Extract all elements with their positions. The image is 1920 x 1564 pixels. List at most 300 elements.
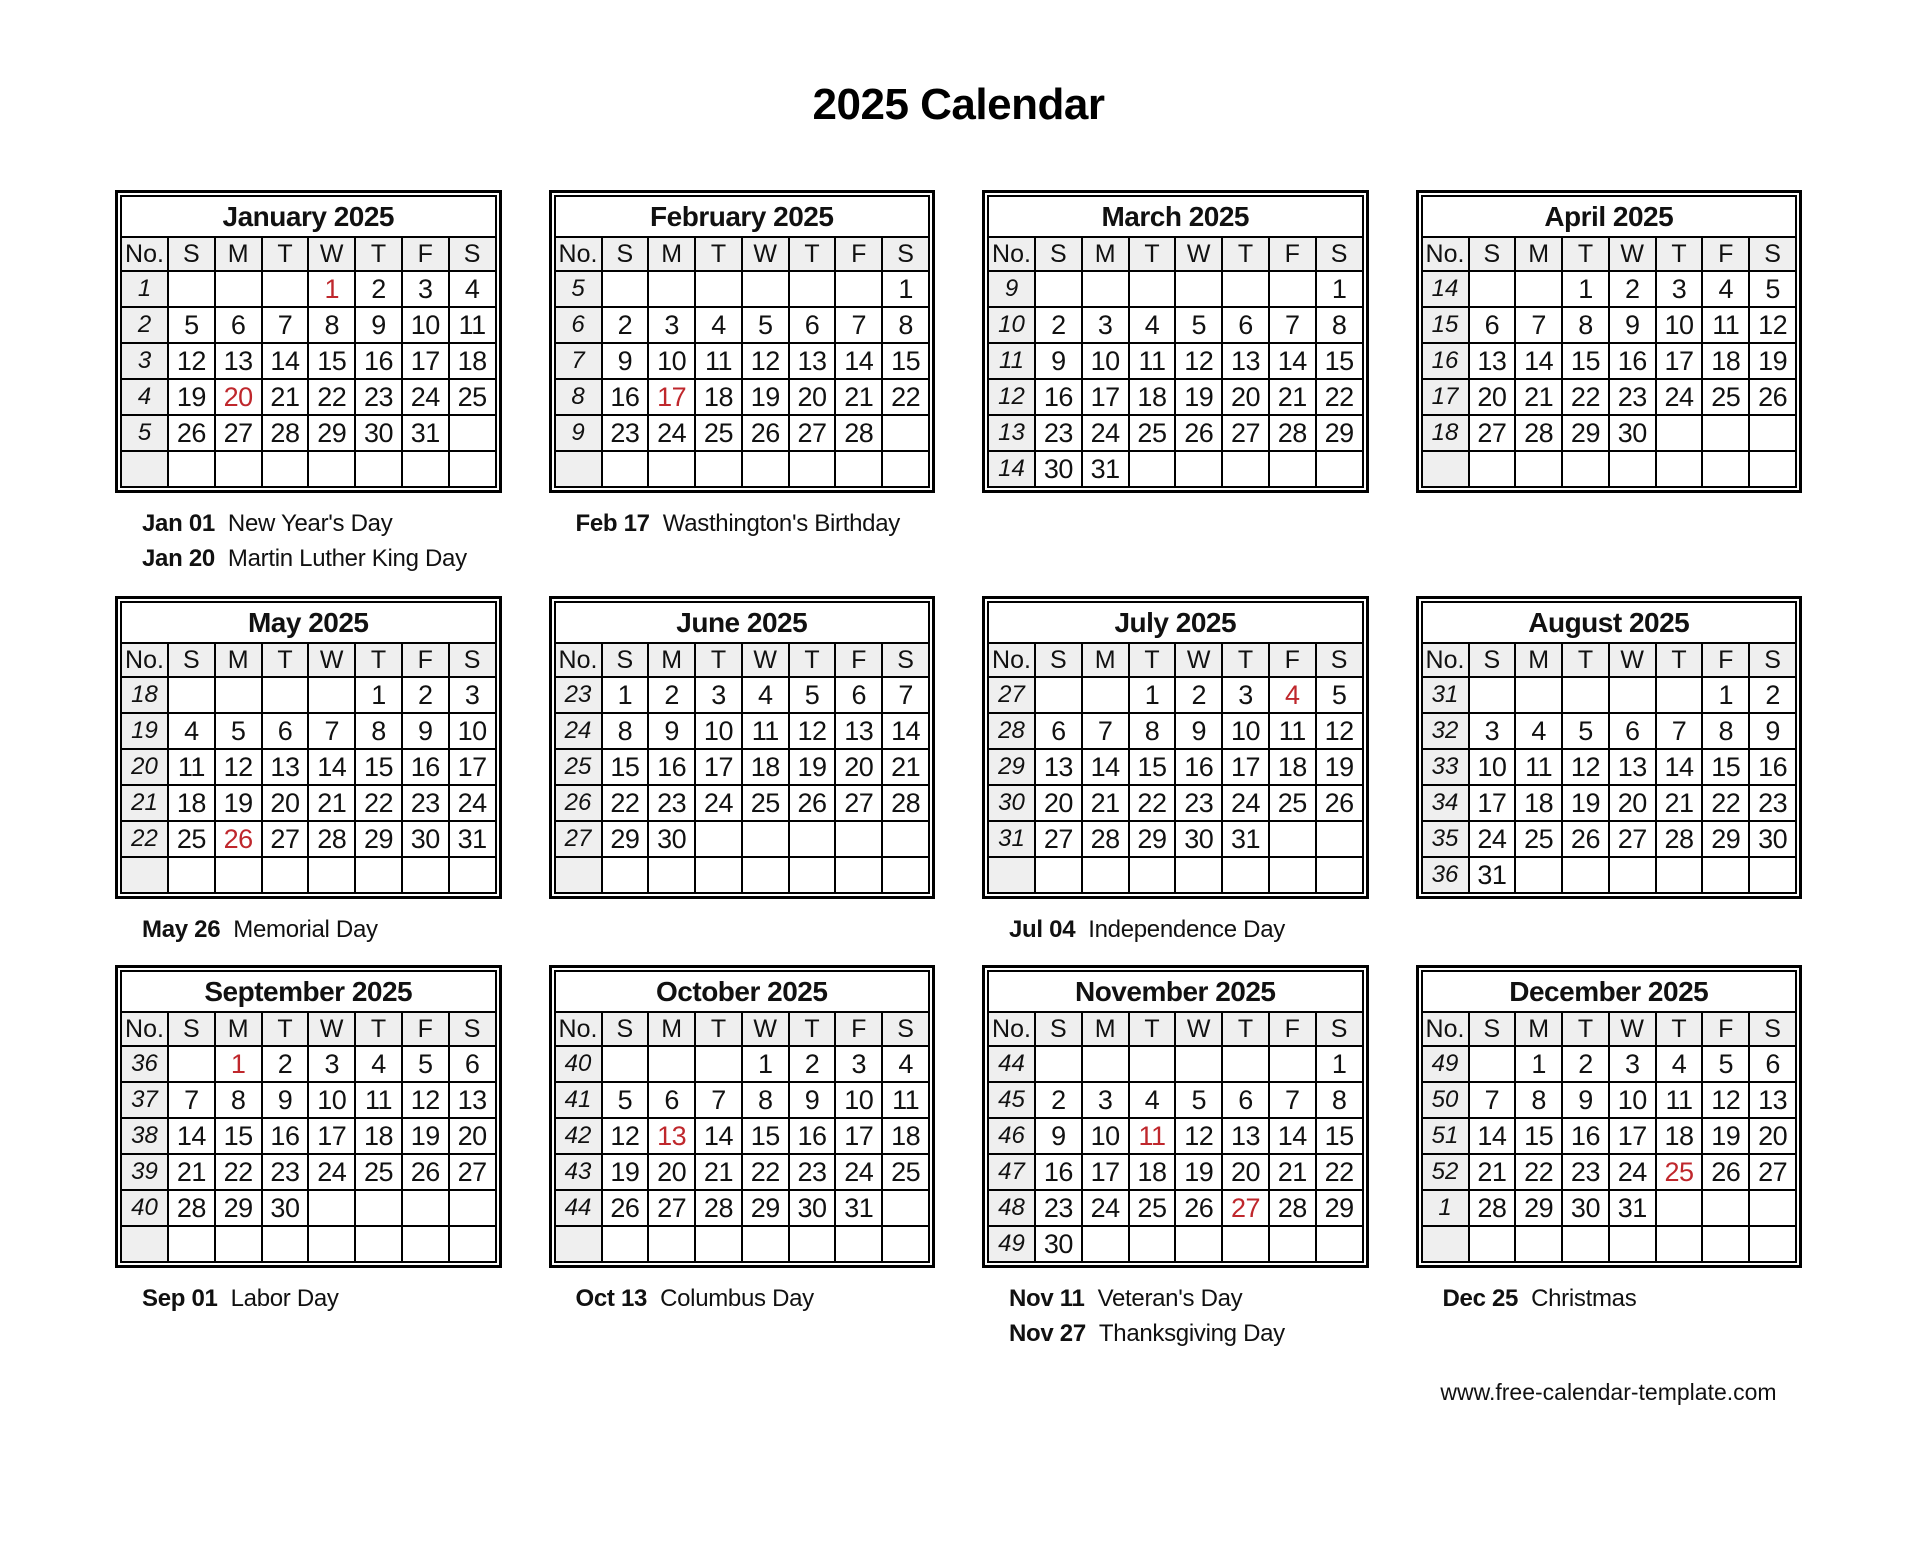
week-row	[988, 271, 1363, 307]
day-cell: 6	[449, 1046, 496, 1082]
day-cell: 13	[1749, 1082, 1796, 1118]
day-cell: 1	[1515, 1046, 1562, 1082]
day-cell	[1316, 821, 1363, 857]
day-cell	[1515, 857, 1562, 893]
day-cell: 11	[168, 749, 215, 785]
day-cell	[835, 271, 882, 307]
day-cell: 27	[215, 415, 262, 451]
day-cell	[1656, 451, 1703, 487]
week-number: 49	[988, 1226, 1035, 1262]
day-cell: 6	[835, 677, 882, 713]
day-cell: 15	[1515, 1118, 1562, 1154]
week-row	[1422, 749, 1797, 785]
day-cell: 20	[1222, 379, 1269, 415]
day-cell: 22	[308, 379, 355, 415]
month-row-2	[115, 596, 1802, 965]
day-cell: 4	[1702, 271, 1749, 307]
day-cell: 18	[1269, 749, 1316, 785]
month-calendar	[982, 190, 1369, 596]
day-cell	[789, 821, 836, 857]
holiday-entry	[576, 1281, 936, 1316]
month-table	[554, 601, 931, 894]
day-cell: 5	[1175, 307, 1222, 343]
day-cell: 12	[168, 343, 215, 379]
week-number-header: No.	[121, 1012, 168, 1046]
week-number: 47	[988, 1154, 1035, 1190]
month-title-row	[121, 971, 496, 1012]
week-number: 19	[121, 713, 168, 749]
day-cell: 17	[1082, 1154, 1129, 1190]
weekday-header: T	[1656, 1012, 1703, 1046]
day-cell: 22	[1515, 1154, 1562, 1190]
day-cell: 11	[355, 1082, 402, 1118]
day-cell: 12	[1749, 307, 1796, 343]
day-cell: 30	[1175, 821, 1222, 857]
day-cell: 28	[1469, 1190, 1516, 1226]
day-cell: 10	[449, 713, 496, 749]
month-calendar	[115, 965, 502, 1353]
day-cell: 9	[1609, 307, 1656, 343]
weekday-header: M	[215, 237, 262, 271]
day-cell: 16	[1035, 1154, 1082, 1190]
week-number: 10	[988, 307, 1035, 343]
weekday-header-row	[121, 1012, 496, 1046]
day-cell: 11	[1269, 713, 1316, 749]
day-cell: 23	[1035, 415, 1082, 451]
weekday-header: S	[449, 237, 496, 271]
week-number: 48	[988, 1190, 1035, 1226]
day-cell: 22	[742, 1154, 789, 1190]
week-row	[555, 379, 930, 415]
day-cell	[1035, 857, 1082, 893]
holiday-day-cell: 25	[1656, 1154, 1703, 1190]
week-number: 29	[988, 749, 1035, 785]
month-title: May 2025	[121, 602, 496, 643]
month-title: April 2025	[1422, 196, 1797, 237]
day-cell: 29	[1562, 415, 1609, 451]
week-number-header: No.	[988, 643, 1035, 677]
week-row	[555, 1118, 930, 1154]
day-cell: 16	[1562, 1118, 1609, 1154]
day-cell	[1749, 451, 1796, 487]
week-row	[988, 307, 1363, 343]
day-cell	[1175, 1046, 1222, 1082]
day-cell: 18	[355, 1118, 402, 1154]
week-number: 41	[555, 1082, 602, 1118]
weekday-header: W	[1609, 237, 1656, 271]
month-table-frame	[549, 965, 936, 1268]
week-row	[121, 677, 496, 713]
holiday-date: Nov 27	[1009, 1320, 1086, 1347]
day-cell: 6	[215, 307, 262, 343]
day-cell: 31	[835, 1190, 882, 1226]
day-cell: 14	[1515, 343, 1562, 379]
day-cell	[1749, 1190, 1796, 1226]
day-cell: 26	[602, 1190, 649, 1226]
day-cell: 24	[1082, 1190, 1129, 1226]
day-cell: 19	[602, 1154, 649, 1190]
holiday-date: Nov 11	[1009, 1285, 1085, 1312]
day-cell	[168, 451, 215, 487]
day-cell: 27	[789, 415, 836, 451]
day-cell: 25	[1515, 821, 1562, 857]
month-holidays	[115, 506, 502, 596]
day-cell	[1609, 1226, 1656, 1262]
day-cell	[168, 1226, 215, 1262]
day-cell: 26	[1702, 1154, 1749, 1190]
day-cell: 28	[882, 785, 929, 821]
day-cell: 28	[1656, 821, 1703, 857]
day-cell	[1562, 677, 1609, 713]
week-number	[1422, 1226, 1469, 1262]
day-cell	[1222, 1226, 1269, 1262]
holiday-name: Labor Day	[230, 1285, 339, 1312]
month-title-row	[555, 602, 930, 643]
day-cell: 14	[262, 343, 309, 379]
month-calendar	[982, 965, 1369, 1353]
day-cell: 23	[1749, 785, 1796, 821]
week-number-header: No.	[1422, 237, 1469, 271]
day-cell: 22	[1316, 1154, 1363, 1190]
day-cell	[262, 677, 309, 713]
weekday-header: F	[835, 643, 882, 677]
day-cell: 8	[602, 713, 649, 749]
month-table	[120, 601, 497, 894]
week-number: 26	[555, 785, 602, 821]
weekday-header: W	[1175, 237, 1222, 271]
day-cell: 30	[262, 1190, 309, 1226]
day-cell	[1175, 1226, 1222, 1262]
weekday-header-row	[555, 643, 930, 677]
day-cell: 30	[1749, 821, 1796, 857]
day-cell: 20	[789, 379, 836, 415]
week-number-header: No.	[555, 643, 602, 677]
weekday-header: F	[835, 1012, 882, 1046]
day-cell: 22	[1316, 379, 1363, 415]
week-number: 31	[1422, 677, 1469, 713]
day-cell: 15	[308, 343, 355, 379]
day-cell: 24	[449, 785, 496, 821]
month-title-row	[988, 196, 1363, 237]
month-holidays	[1416, 506, 1803, 596]
day-cell: 1	[1562, 271, 1609, 307]
month-table-frame	[115, 596, 502, 899]
week-row	[121, 713, 496, 749]
day-cell: 3	[648, 307, 695, 343]
weekday-header: T	[789, 237, 836, 271]
day-cell: 21	[262, 379, 309, 415]
day-cell	[742, 1226, 789, 1262]
week-row	[988, 749, 1363, 785]
day-cell: 29	[1316, 415, 1363, 451]
weekday-header: F	[1702, 1012, 1749, 1046]
month-table-frame	[982, 596, 1369, 899]
month-title-row	[1422, 196, 1797, 237]
day-cell	[1749, 1226, 1796, 1262]
week-number: 32	[1422, 713, 1469, 749]
weekday-header: S	[1469, 237, 1516, 271]
day-cell: 12	[1175, 1118, 1222, 1154]
day-cell: 28	[1515, 415, 1562, 451]
week-number	[555, 451, 602, 487]
month-table-frame	[1416, 596, 1803, 899]
week-row	[555, 343, 930, 379]
weekday-header: T	[262, 643, 309, 677]
day-cell: 24	[695, 785, 742, 821]
week-row	[121, 785, 496, 821]
day-cell: 27	[1469, 415, 1516, 451]
day-cell: 8	[742, 1082, 789, 1118]
month-table-frame	[115, 190, 502, 493]
day-cell: 12	[602, 1118, 649, 1154]
day-cell: 8	[1316, 1082, 1363, 1118]
day-cell: 8	[1515, 1082, 1562, 1118]
day-cell: 1	[602, 677, 649, 713]
day-cell: 4	[882, 1046, 929, 1082]
month-table-frame	[1416, 965, 1803, 1268]
day-cell: 3	[835, 1046, 882, 1082]
weekday-header: T	[1129, 1012, 1176, 1046]
weekday-header: F	[1702, 643, 1749, 677]
week-row	[121, 857, 496, 893]
day-cell: 31	[449, 821, 496, 857]
weekday-header: S	[168, 1012, 215, 1046]
day-cell: 18	[1702, 343, 1749, 379]
day-cell	[789, 451, 836, 487]
day-cell	[695, 1046, 742, 1082]
weekday-header: S	[602, 1012, 649, 1046]
week-number: 17	[1422, 379, 1469, 415]
week-number-header: No.	[1422, 643, 1469, 677]
day-cell: 29	[1702, 821, 1749, 857]
month-table	[987, 195, 1364, 488]
month-calendar	[115, 596, 502, 965]
week-row	[1422, 821, 1797, 857]
day-cell: 15	[1129, 749, 1176, 785]
week-row	[988, 857, 1363, 893]
month-title-row	[555, 196, 930, 237]
day-cell: 5	[1749, 271, 1796, 307]
day-cell: 10	[1609, 1082, 1656, 1118]
day-cell	[695, 821, 742, 857]
day-cell: 19	[1749, 343, 1796, 379]
holiday-date: Jan 01	[142, 510, 215, 537]
day-cell: 14	[1082, 749, 1129, 785]
week-row	[1422, 307, 1797, 343]
day-cell: 28	[835, 415, 882, 451]
week-number: 27	[988, 677, 1035, 713]
day-cell: 26	[789, 785, 836, 821]
day-cell: 9	[648, 713, 695, 749]
day-cell: 4	[1656, 1046, 1703, 1082]
day-cell: 28	[1269, 1190, 1316, 1226]
day-cell: 11	[882, 1082, 929, 1118]
day-cell: 22	[882, 379, 929, 415]
day-cell: 2	[648, 677, 695, 713]
day-cell: 2	[402, 677, 449, 713]
weekday-header: S	[1469, 643, 1516, 677]
day-cell: 12	[789, 713, 836, 749]
weekday-header-row	[988, 1012, 1363, 1046]
week-number: 14	[1422, 271, 1469, 307]
weekday-header: M	[1082, 1012, 1129, 1046]
day-cell: 16	[1035, 379, 1082, 415]
day-cell	[882, 1190, 929, 1226]
day-cell: 8	[882, 307, 929, 343]
day-cell: 3	[1082, 307, 1129, 343]
day-cell: 13	[789, 343, 836, 379]
day-cell: 6	[262, 713, 309, 749]
week-row	[555, 415, 930, 451]
week-number: 30	[988, 785, 1035, 821]
day-cell	[1222, 857, 1269, 893]
month-body	[555, 271, 930, 487]
week-row	[121, 1046, 496, 1082]
week-number: 12	[988, 379, 1035, 415]
week-number: 31	[988, 821, 1035, 857]
week-number: 6	[555, 307, 602, 343]
week-number: 16	[1422, 343, 1469, 379]
site-url: www.free-calendar-template.com	[1440, 1379, 1777, 1405]
day-cell: 14	[168, 1118, 215, 1154]
week-row	[988, 1046, 1363, 1082]
day-cell: 18	[1129, 379, 1176, 415]
week-number: 11	[988, 343, 1035, 379]
week-number: 13	[988, 415, 1035, 451]
day-cell: 5	[602, 1082, 649, 1118]
week-row	[121, 307, 496, 343]
day-cell	[648, 1046, 695, 1082]
day-cell: 13	[449, 1082, 496, 1118]
day-cell: 31	[402, 415, 449, 451]
month-title: December 2025	[1422, 971, 1797, 1012]
weekday-header: T	[1222, 1012, 1269, 1046]
day-cell: 28	[1269, 415, 1316, 451]
day-cell	[789, 271, 836, 307]
day-cell: 17	[449, 749, 496, 785]
day-cell: 11	[1129, 343, 1176, 379]
day-cell: 7	[1082, 713, 1129, 749]
weekday-header: M	[1515, 1012, 1562, 1046]
day-cell	[1269, 857, 1316, 893]
day-cell	[1082, 271, 1129, 307]
holiday-entry	[142, 1281, 502, 1316]
weekday-header: W	[742, 237, 789, 271]
day-cell: 4	[695, 307, 742, 343]
month-table	[1421, 195, 1798, 488]
week-row	[121, 821, 496, 857]
month-holidays	[549, 1281, 936, 1353]
week-number	[121, 1226, 168, 1262]
day-cell: 24	[1222, 785, 1269, 821]
week-row	[555, 1226, 930, 1262]
month-table-frame	[115, 965, 502, 1268]
day-cell: 20	[449, 1118, 496, 1154]
day-cell: 13	[1609, 749, 1656, 785]
day-cell: 7	[1515, 307, 1562, 343]
weekday-header: F	[1269, 643, 1316, 677]
day-cell: 17	[1082, 379, 1129, 415]
day-cell: 1	[1316, 1046, 1363, 1082]
day-cell: 22	[1702, 785, 1749, 821]
weekday-header: T	[1129, 643, 1176, 677]
week-row	[1422, 415, 1797, 451]
day-cell	[449, 1190, 496, 1226]
month-title: March 2025	[988, 196, 1363, 237]
month-title-row	[988, 971, 1363, 1012]
day-cell: 8	[355, 713, 402, 749]
month-calendar	[1416, 596, 1803, 965]
week-row	[121, 749, 496, 785]
week-number: 9	[555, 415, 602, 451]
weekday-header: F	[835, 237, 882, 271]
weekday-header: M	[648, 1012, 695, 1046]
day-cell: 10	[308, 1082, 355, 1118]
day-cell: 23	[1609, 379, 1656, 415]
day-cell	[1702, 1226, 1749, 1262]
day-cell: 18	[695, 379, 742, 415]
day-cell: 2	[1749, 677, 1796, 713]
weekday-header: F	[1702, 237, 1749, 271]
day-cell	[168, 271, 215, 307]
week-number-header: No.	[121, 643, 168, 677]
holiday-day-cell: 1	[308, 271, 355, 307]
day-cell: 23	[402, 785, 449, 821]
month-title: February 2025	[555, 196, 930, 237]
weekday-header-row	[555, 1012, 930, 1046]
weekday-header: W	[1175, 643, 1222, 677]
day-cell: 11	[1702, 307, 1749, 343]
week-number: 40	[121, 1190, 168, 1226]
day-cell: 9	[1749, 713, 1796, 749]
week-number-header: No.	[988, 237, 1035, 271]
week-number: 27	[555, 821, 602, 857]
month-table	[554, 970, 931, 1263]
day-cell: 25	[168, 821, 215, 857]
day-cell: 2	[1035, 307, 1082, 343]
day-cell: 30	[355, 415, 402, 451]
week-number: 37	[121, 1082, 168, 1118]
week-number-header: No.	[555, 1012, 602, 1046]
weekday-header: M	[215, 643, 262, 677]
month-table-frame	[549, 596, 936, 899]
day-cell: 2	[1562, 1046, 1609, 1082]
holiday-entry	[1009, 1281, 1369, 1316]
holiday-name: Wasthington's Birthday	[662, 510, 900, 537]
day-cell: 25	[1129, 415, 1176, 451]
day-cell: 15	[1702, 749, 1749, 785]
day-cell: 25	[695, 415, 742, 451]
day-cell: 28	[262, 415, 309, 451]
week-row	[1422, 1082, 1797, 1118]
day-cell	[1082, 857, 1129, 893]
day-cell	[1082, 1226, 1129, 1262]
weekday-header: M	[215, 1012, 262, 1046]
day-cell: 7	[168, 1082, 215, 1118]
holiday-name: Thanksgiving Day	[1098, 1320, 1285, 1347]
day-cell: 9	[1175, 713, 1222, 749]
day-cell: 17	[1609, 1118, 1656, 1154]
day-cell: 27	[1222, 415, 1269, 451]
day-cell: 3	[1656, 271, 1703, 307]
week-number: 28	[988, 713, 1035, 749]
day-cell: 7	[835, 307, 882, 343]
day-cell	[602, 1046, 649, 1082]
week-number: 33	[1422, 749, 1469, 785]
day-cell: 31	[1469, 857, 1516, 893]
holiday-entry	[142, 506, 502, 541]
day-cell: 1	[882, 271, 929, 307]
